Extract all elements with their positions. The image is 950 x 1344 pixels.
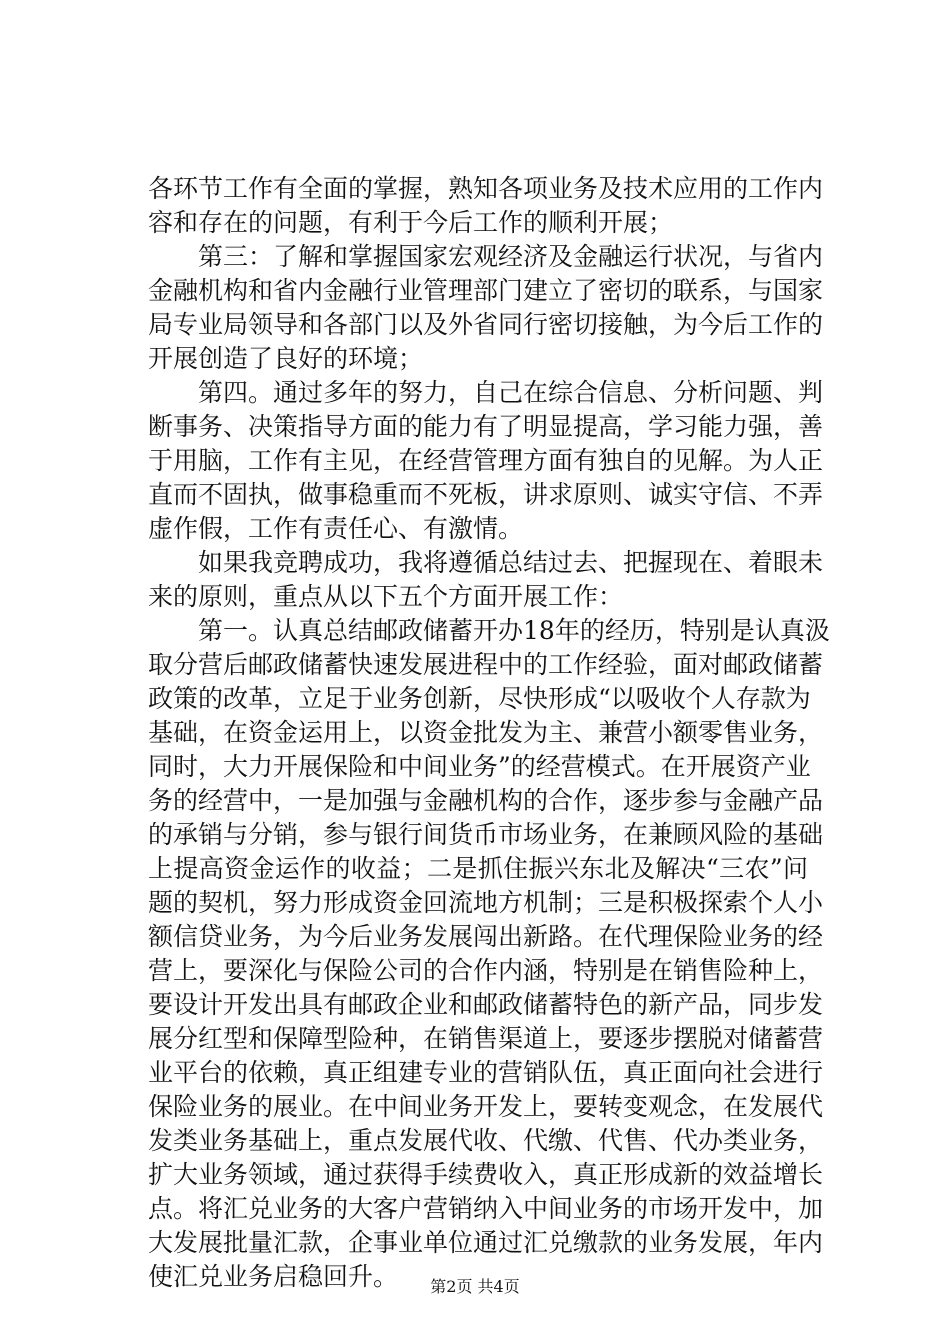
text-line: 使汇兑业务启稳回升。 — [148, 1262, 399, 1291]
page-number-footer: 第2页 共4页 — [430, 1277, 520, 1296]
text-line: 虚作假，工作有责任心、有激情。 — [148, 514, 524, 543]
text-line: 展分红型和保障型险种，在销售渠道上，要逐步摆脱对储蓄营 — [148, 1024, 824, 1053]
text-line: 第四。通过多年的努力，自己在综合信息、分析问题、判 — [148, 378, 824, 407]
text-line: 的承销与分销，参与银行间货币市场业务，在兼顾风险的基础 — [148, 820, 824, 849]
text-line: 如果我竞聘成功，我将遵循总结过去、把握现在、着眼未 — [148, 548, 824, 577]
text-line: 于用脑，工作有主见，在经营管理方面有独自的见解。为人正 — [148, 446, 824, 475]
text-line: 务的经营中，一是加强与金融机构的合作，逐步参与金融产品 — [148, 786, 824, 815]
body-text — [148, 172, 830, 1294]
text-line: 容和存在的问题，有利于今后工作的顺利开展； — [148, 208, 674, 237]
text-line: 大发展批量汇款，企事业单位通过汇兑缴款的业务发展，年内 — [148, 1228, 824, 1257]
text-line: 要设计开发出具有邮政企业和邮政储蓄特色的新产品，同步发 — [148, 990, 824, 1019]
text-line: 基础，在资金运用上，以资金批发为主、兼营小额零售业务， — [148, 718, 824, 747]
text-line: 上提高资金运作的收益；二是抓住振兴东北及解决“三农”问 — [148, 854, 808, 883]
text-line: 直而不固执，做事稳重而不死板，讲求原则、诚实守信、不弄 — [148, 480, 824, 509]
text-line: 政策的改革，立足于业务创新，尽快形成“以吸收个人存款为 — [148, 684, 811, 713]
text-line: 点。将汇兑业务的大客户营销纳入中间业务的市场开发中，加 — [148, 1194, 824, 1223]
text-line: 第三：了解和掌握国家宏观经济及金融运行状况，与省内 — [148, 242, 824, 271]
text-line: 同时，大力开展保险和中间业务”的经营模式。在开展资产业 — [148, 752, 811, 781]
text-line: 题的契机，努力形成资金回流地方机制；三是积极探索个人小 — [148, 888, 824, 917]
text-line: 发类业务基础上，重点发展代收、代缴、代售、代办类业务， — [148, 1126, 824, 1155]
text-line: 第一。认真总结邮政储蓄开办18年的经历，特别是认真汲 — [148, 616, 830, 645]
text-line: 开展创造了良好的环境； — [148, 344, 424, 373]
text-line: 扩大业务领域，通过获得手续费收入，真正形成新的效益增长 — [148, 1160, 824, 1189]
text-line: 营上，要深化与保险公司的合作内涵，特别是在销售险种上， — [148, 956, 824, 985]
text-line: 业平台的依赖，真正组建专业的营销队伍，真正面向社会进行 — [148, 1058, 824, 1087]
text-line: 局专业局领导和各部门以及外省同行密切接触，为今后工作的 — [148, 310, 824, 339]
text-line: 断事务、决策指导方面的能力有了明显提高，学习能力强，善 — [148, 412, 824, 441]
text-line: 各环节工作有全面的掌握，熟知各项业务及技术应用的工作内 — [148, 174, 824, 203]
text-line: 金融机构和省内金融行业管理部门建立了密切的联系，与国家 — [148, 276, 824, 305]
text-line: 额信贷业务，为今后业务发展闯出新路。在代理保险业务的经 — [148, 922, 824, 951]
text-line: 取分营后邮政储蓄快速发展进程中的工作经验，面对邮政储蓄 — [148, 650, 824, 679]
text-line: 保险业务的展业。在中间业务开发上，要转变观念，在发展代 — [148, 1092, 824, 1121]
text-line: 来的原则，重点从以下五个方面开展工作： — [148, 582, 624, 611]
